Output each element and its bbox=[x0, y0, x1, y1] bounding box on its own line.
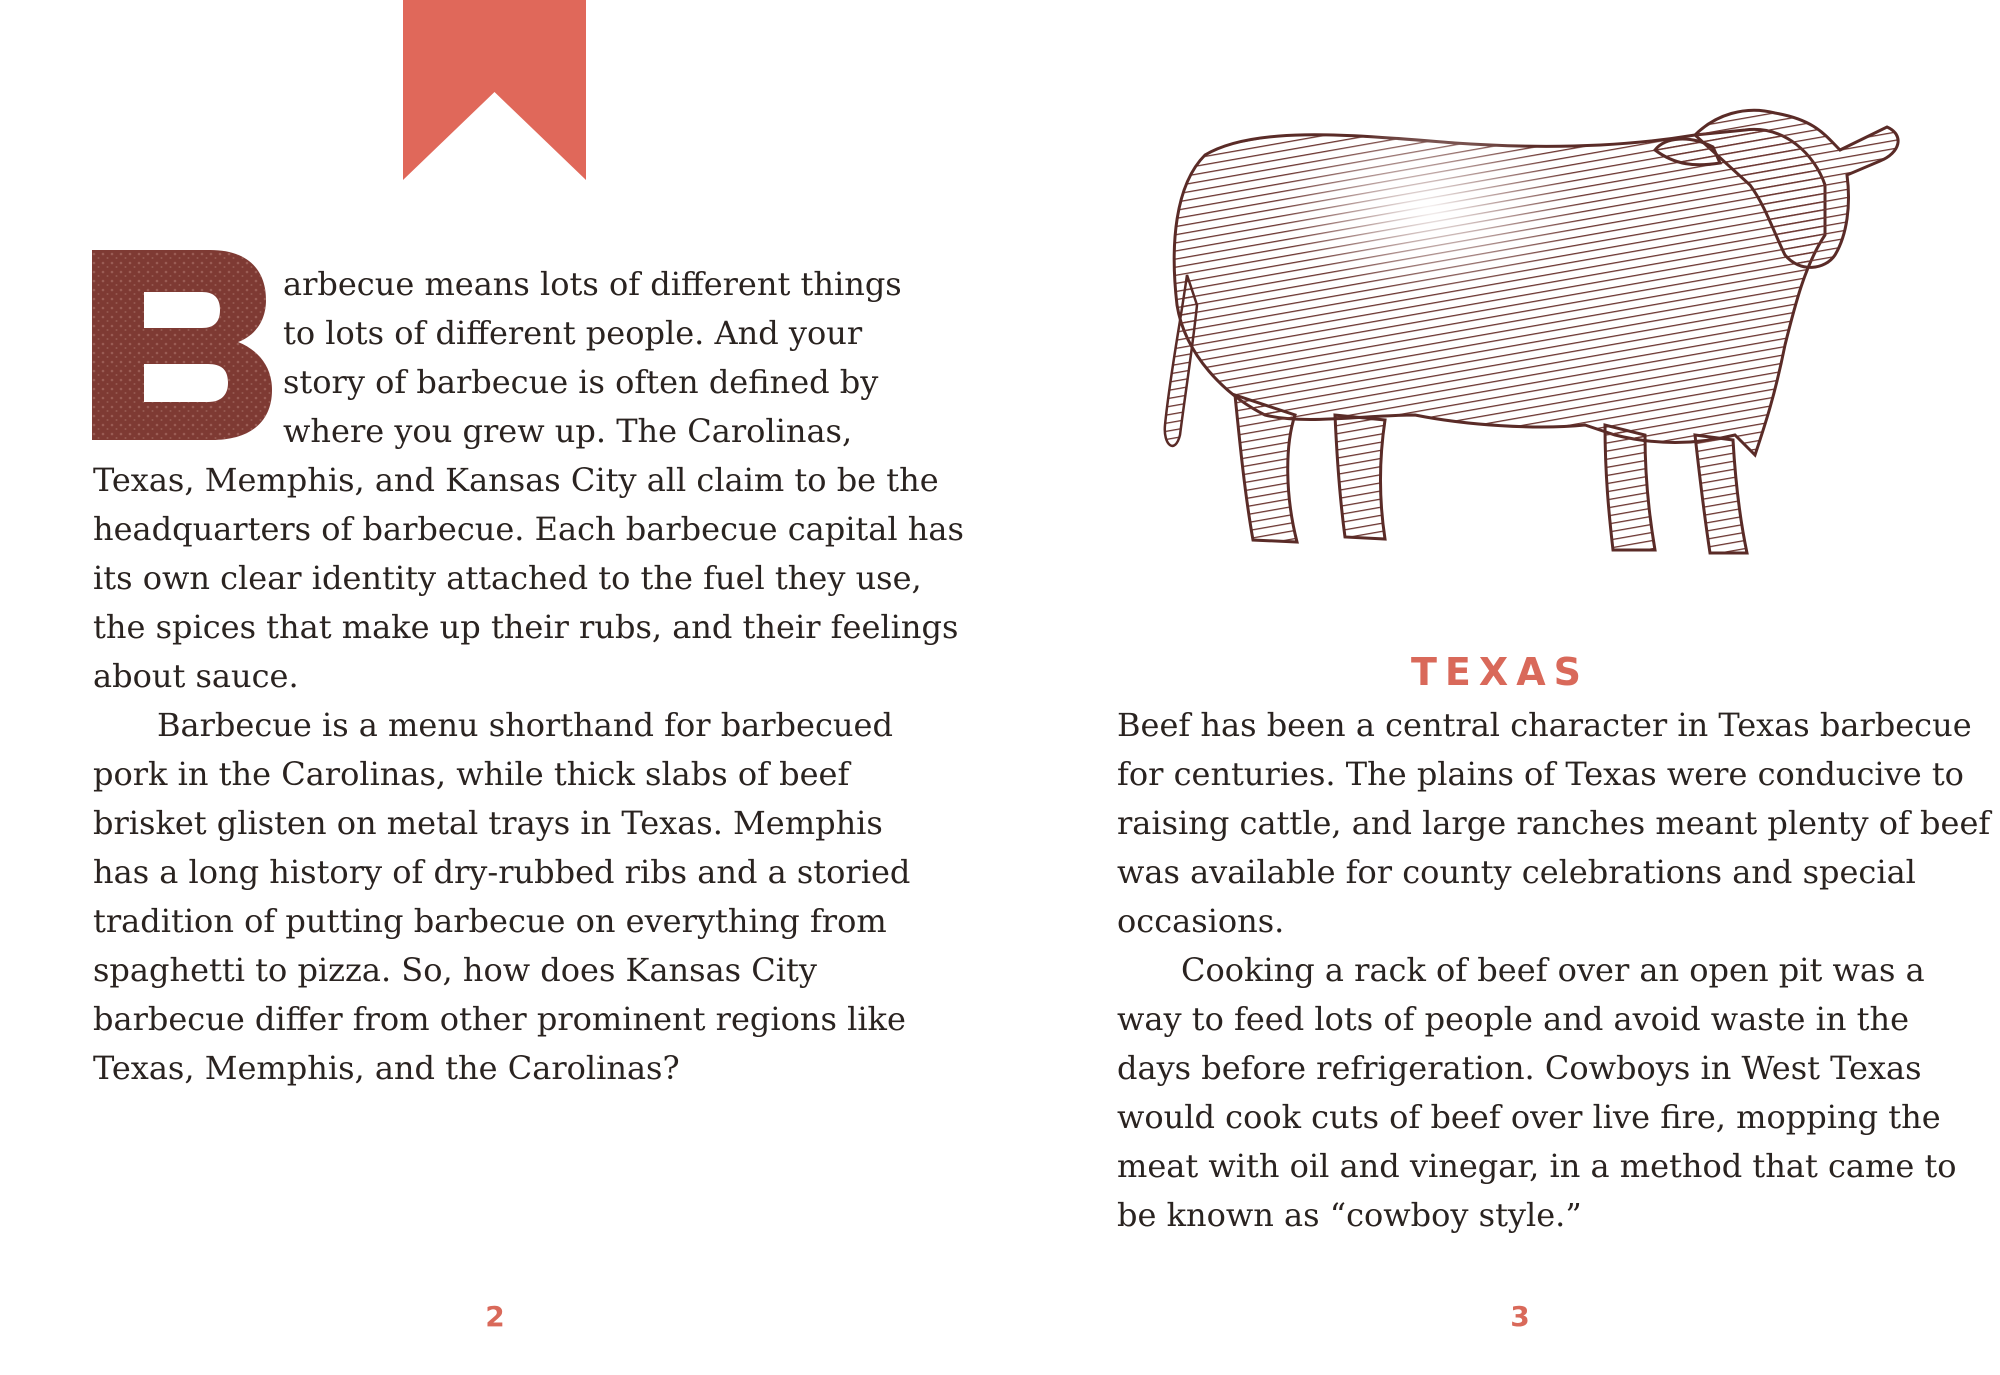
text-line: days before refrigeration. Cowboys in West Texas bbox=[1117, 1049, 1922, 1087]
steer-illustration bbox=[1135, 95, 1905, 585]
text-line: about sauce. bbox=[93, 657, 299, 695]
drop-cap-letter bbox=[92, 242, 272, 442]
text-line: was available for county celebrations and special bbox=[1117, 853, 1916, 891]
text-line: its own clear identity attached to the fuel they use, bbox=[93, 559, 922, 597]
right-page bbox=[1000, 0, 2000, 1375]
intro-paragraph-rest bbox=[93, 456, 964, 1093]
bookmark-ribbon-icon bbox=[403, 0, 586, 180]
text-line: way to feed lots of people and avoid waste in the bbox=[1117, 1000, 1910, 1038]
text-line: Barbecue is a menu shorthand for barbecued bbox=[157, 706, 893, 744]
texas-paragraph bbox=[1117, 701, 1990, 1240]
page-number: 2 bbox=[485, 1300, 505, 1333]
text-line: for centuries. The plains of Texas were conducive to bbox=[1117, 755, 1964, 793]
text-line: has a long history of dry-rubbed ribs and a storied bbox=[93, 853, 911, 891]
text-line: the spices that make up their rubs, and their feelings bbox=[93, 608, 959, 646]
text-line: pork in the Carolinas, while thick slabs of beef bbox=[93, 755, 850, 793]
text-line: where you grew up. The Carolinas, bbox=[283, 412, 853, 450]
text-line: raising cattle, and large ranches meant plenty of beef bbox=[1117, 804, 1991, 842]
text-line: meat with oil and vinegar, in a method that came to bbox=[1117, 1147, 1957, 1185]
text-line: to lots of different people. And your bbox=[283, 314, 863, 352]
text-line: Texas, Memphis, and Kansas City all claim to be the bbox=[93, 461, 939, 499]
page-number: 3 bbox=[1510, 1300, 1530, 1333]
text-line: story of barbecue is often defined by bbox=[283, 363, 879, 401]
text-line: would cook cuts of beef over live fire, mopping the bbox=[1117, 1098, 1941, 1136]
text-line: Beef has been a central character in Texas barbecue bbox=[1117, 706, 1972, 744]
text-line: occasions. bbox=[1117, 902, 1285, 940]
intro-paragraph-top bbox=[283, 260, 902, 456]
text-line: tradition of putting barbecue on everything from bbox=[93, 902, 887, 940]
text-line: spaghetti to pizza. So, how does Kansas City bbox=[93, 951, 817, 989]
text-line: barbecue differ from other prominent regions like bbox=[93, 1000, 906, 1038]
text-line: Texas, Memphis, and the Carolinas? bbox=[93, 1049, 680, 1087]
text-line: brisket glisten on metal trays in Texas. Memphis bbox=[93, 804, 883, 842]
section-heading: TEXAS bbox=[1411, 650, 1589, 694]
text-line: headquarters of barbecue. Each barbecue capital has bbox=[93, 510, 964, 548]
text-line: Cooking a rack of beef over an open pit was a bbox=[1181, 951, 1925, 989]
text-line: arbecue means lots of different things bbox=[283, 265, 902, 303]
text-line: be known as “cowboy style.” bbox=[1117, 1196, 1582, 1234]
